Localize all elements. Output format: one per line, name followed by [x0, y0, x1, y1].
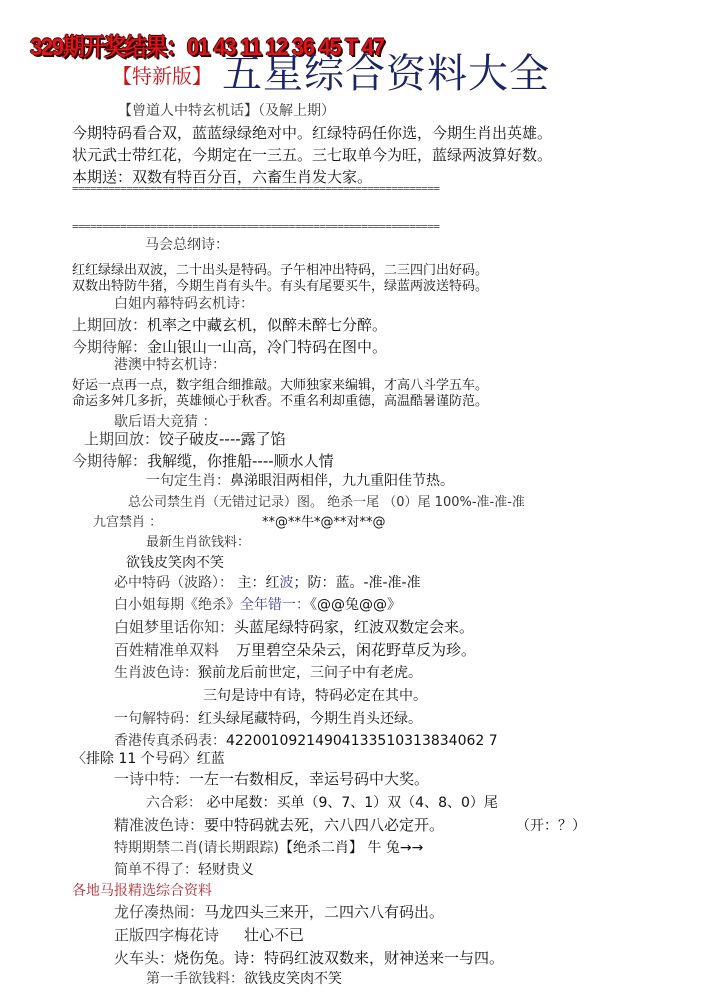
bizhong-rest: ；防：蓝。-准-准-准: [293, 575, 421, 591]
mengli-label: 白姐梦里话你知：: [114, 618, 235, 636]
diyishou-label: 第一手欲钱料：: [146, 971, 244, 987]
bose-line-2: 三句是诗中有诗，特码必定在其中。: [203, 688, 427, 704]
huoche-text: 烧伤兔。诗：特码红波双数来，财神送来一与四。: [174, 949, 505, 967]
jingzhun-label: 精准波色诗：: [114, 816, 205, 834]
xiehouyu-last-label: 上期回放：: [84, 430, 160, 448]
chuanzhen-text: 42200109214904133510313834062 7: [226, 733, 498, 749]
mahui-line-2: 双数出特防牛猪，今期生肖有头牛。有头有尾要买牛，绿蓝两波送特码。: [72, 279, 489, 294]
bizhong-label: 必中特码（波路）：: [114, 575, 233, 591]
bizhong-main: 主：红: [233, 575, 280, 591]
yishi-text: 一左一右数相反，幸运号码中大奖。: [189, 770, 430, 788]
jiandan-text: 轻财贵义: [198, 862, 254, 878]
chuanzhen-label: 香港传真杀码表：: [114, 733, 226, 749]
section-heading-gangao: 港澳中特玄机诗：: [114, 357, 226, 373]
jinqi-label: 特期期禁二肖(请长期跟踪): [114, 840, 279, 856]
mahui-line-1: 红红绿绿出双波，二十出头是特码。子午相冲出特码，二三四门出好码。: [72, 263, 489, 278]
bizhong-bo: 波: [279, 575, 294, 591]
baixiaojie-mid: 全年错一：: [240, 597, 310, 613]
baijie-this-text: 金山银山一山高，冷门特码在图中。: [147, 338, 388, 356]
baixing-label: 百姓精准单双料: [114, 641, 220, 659]
mengli-text: 头蓝尾绿特码家，红波双数定会来。: [234, 618, 475, 636]
section-heading-mahui: 马会总纲诗：: [145, 237, 229, 253]
zeng-line-1: 今期特码看合双，蓝蓝绿绿绝对中。红绿特码任你选，今期生肖出英雄。: [72, 124, 553, 142]
huoche-label: 火车头：: [114, 949, 175, 967]
page-title: 五星综合资料大全: [222, 51, 550, 97]
liuhecai-label: 六合彩：: [146, 795, 202, 811]
diyishou-text: 欲钱皮笑肉不笑: [244, 971, 342, 987]
edition-label: 【特新版】: [112, 64, 212, 88]
jiugong-text: **@**牛*@**对**@: [262, 515, 386, 530]
baijie-last-text: 机率之中藏玄机，似醉未醉七分醉。: [147, 316, 388, 334]
bose-label: 生肖波色诗：: [114, 665, 198, 681]
section-heading-gedi: 各地马报精选综合资料: [72, 883, 212, 899]
section-heading-xiehouyu: 歇后语大竞猜 ：: [114, 414, 217, 430]
section-heading-zeng: 【曾道人中特玄机话】（及解上期）: [118, 103, 335, 119]
gangao-line-1: 好运一点再一点，数字组合细推敲。大师独家来编辑，才高八斗学五车。: [72, 378, 489, 393]
draw-result-banner: 329期开奖结果：01 43 11 12 36 45 T 47: [30, 34, 384, 61]
zonggongsi-line: 总公司禁生肖（无错过记录）图。 绝杀一尾 （0）尾 100%-准-准-准: [128, 495, 525, 510]
bose-line-1: 猴前龙后前世定，三问子中有老虎。: [198, 665, 422, 681]
jinqi-text: 【绝杀二肖】 牛 兔→→: [278, 840, 424, 856]
jiugong-label: 九宫禁肖 ：: [93, 515, 163, 530]
liuhecai-text: 必中尾数：买单（9、7、1）双（4、8、0）尾: [202, 795, 498, 811]
separator-1: =============================================================: [72, 182, 440, 195]
xiehouyu-last-text: 饺子破皮----露了馅: [159, 430, 286, 448]
section-heading-baijie: 白姐内幕特码玄机诗：: [114, 296, 254, 312]
yijujie-text: 红头绿尾藏特码，今期生肖头还绿。: [198, 711, 422, 727]
jingzhun-open: （开：？）: [516, 818, 586, 834]
yiju-text: 鼻涕眼泪两相伴，九九重阳佳节热。: [230, 473, 454, 489]
yijujie-label: 一句解特码：: [114, 711, 198, 727]
yiju-label: 一句定生肖：: [146, 473, 230, 489]
zuixin-label: 最新生肖欲钱料：: [146, 535, 251, 550]
meihua-label: 正版四字梅花诗: [114, 926, 220, 944]
jingzhun-text: 要中特码就去死，六八四八必定开。: [204, 816, 445, 834]
zuixin-text: 欲钱皮笑肉不笑: [126, 555, 224, 571]
xiehouyu-this-label: 今期待解：: [72, 452, 148, 470]
longzai-text: 马龙四头三来开，二四六八有码出。: [204, 903, 445, 921]
baixiaojie-text: 《@@兔@@》: [310, 597, 401, 613]
jiandan-label: 简单不得了：: [114, 862, 198, 878]
baixing-text: 万里碧空朵朵云，闲花野草反为珍。: [236, 641, 477, 659]
yishi-label: 一诗中特：: [114, 770, 190, 788]
baijie-this-label: 今期待解：: [72, 338, 148, 356]
meihua-text: 壮心不已: [244, 926, 305, 944]
longzai-label: 龙仔凑热闹：: [114, 903, 205, 921]
paichu-line: 〈排除 11 个号码〉红蓝: [72, 751, 225, 767]
baixiaojie-label: 白小姐每期《绝杀》: [114, 597, 240, 613]
zeng-line-3: 本期送：双数有特百分百，六畜生肖发大家。: [72, 168, 373, 186]
gangao-line-2: 命运多舛几多折，英雄倾心于秋香。不重名利却重德，高温酷暑谨防范。: [72, 394, 489, 409]
baijie-last-label: 上期回放：: [72, 316, 148, 334]
separator-2: =============================================================: [72, 220, 440, 233]
zeng-line-2: 状元武士带红花，今期定在一三五。三七取单今为旺，蓝绿两波算好数。: [72, 146, 553, 164]
xiehouyu-this-text: 我解缆，你推船----顺水人情: [147, 452, 334, 470]
